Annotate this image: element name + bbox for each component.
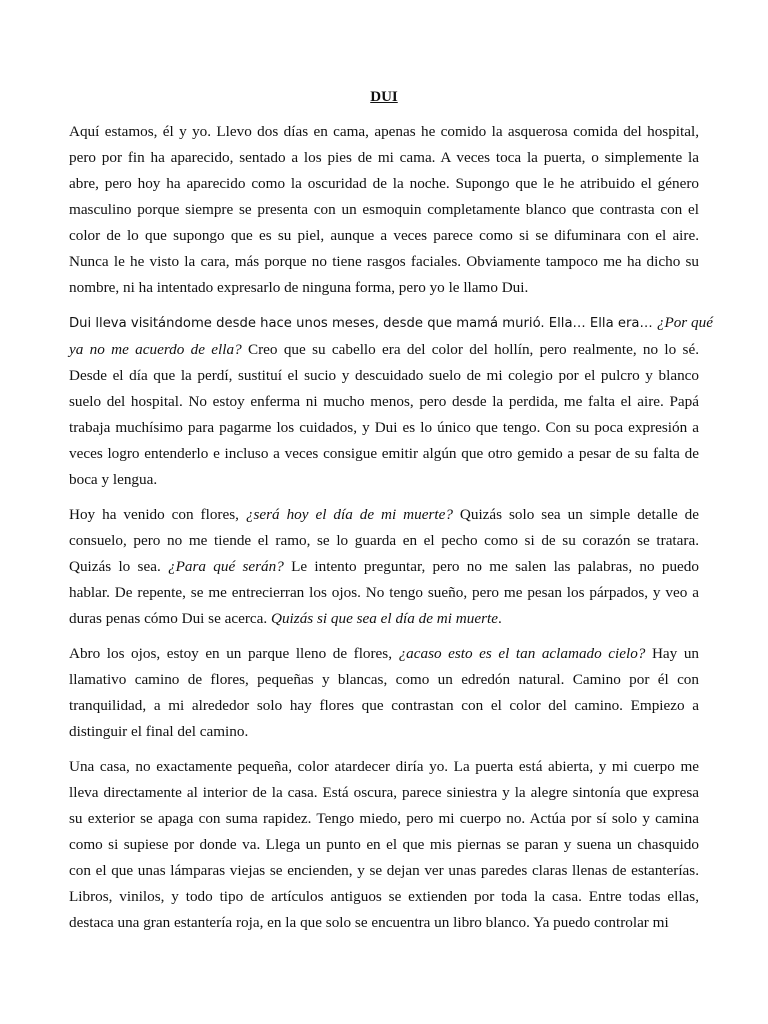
text-line (69, 580, 699, 606)
text-run: lleva directamente al interior de la casa. Está oscura, parece siniestra y la alegre sintonía que expresa (69, 784, 699, 801)
text-run: Le intento preguntar, pero no me salen las palabras, no puedo (283, 558, 699, 575)
text-run: Creo que su cabello era del color del hollín, pero realmente, no lo sé. (241, 341, 699, 358)
text-line (69, 780, 699, 806)
italic-text: ya no me acuerdo de ella? (69, 341, 242, 358)
paragraph (69, 502, 699, 632)
text-run: distinguir el final del camino. (69, 723, 249, 740)
text-line (69, 884, 699, 910)
text-run: Quizás lo sea. (69, 558, 169, 575)
text-line (69, 719, 699, 745)
text-line (69, 145, 699, 171)
text-run: boca y lengua. (69, 471, 158, 488)
paragraph (69, 119, 699, 301)
italic-text: ¿será hoy el día de mi muerte? (245, 506, 453, 523)
text-run: nombre, ni ha intentado expresarlo de ninguna forma, pero yo le llamo Dui. (69, 279, 529, 296)
text-line (69, 249, 699, 275)
text-line (69, 754, 699, 780)
text-line (69, 197, 699, 223)
text-line (69, 275, 699, 301)
text-line (69, 171, 699, 197)
text-line (69, 910, 699, 936)
text-line (69, 858, 699, 884)
text-line (69, 502, 699, 528)
text-run: como si supiese por donde va. Llega un punto en el que mis piernas se paran y suena un chasquido (69, 836, 699, 853)
text-run: llamativo camino de flores, pequeñas y blancas, como un edredón natural. Camino por él con (69, 671, 699, 688)
text-run: suelo del hospital. No estoy enferma ni mucho menos, pero desde la perdida, me falta el aire. Papá (69, 393, 699, 410)
text-line (69, 606, 699, 632)
text-line (69, 806, 699, 832)
text-line (69, 310, 713, 337)
text-line (69, 223, 699, 249)
text-run: veces logro entenderlo e incluso a veces consigue emitir algún que otro gemido a pesar de su falta de (69, 445, 699, 462)
text-line (69, 415, 699, 441)
text-run: con el que unas lámparas viejas se encienden, y se dejan ver unas paredes claras llenas de estanterías. (69, 862, 699, 879)
text-run: Quizás solo sea un simple detalle de (452, 506, 699, 523)
text-run: destaca una gran estantería roja, en la que solo se encuentra un libro blanco. Ya puedo controlar mi (69, 914, 669, 931)
document-body (69, 119, 713, 945)
text-line (69, 441, 699, 467)
text-run: Desde el día que la perdí, sustituí el sucio y descuidado suelo de mi colegio por el pulcro y blanco (69, 367, 699, 384)
text-line (69, 693, 699, 719)
text-run: . (497, 610, 502, 627)
paragraph (69, 754, 699, 936)
document-title: DUI (370, 89, 398, 105)
text-run: Dui lleva visitándome desde hace unos meses, desde que mamá murió. Ella… Ella era… (69, 316, 657, 331)
text-run: Hay un (645, 645, 700, 662)
text-run: Una casa, no exactamente pequeña, color atardecer diría yo. La puerta está abierta, y mi cuerpo me (69, 758, 699, 775)
text-run: su exterior se apaga con suma rapidez. Tengo miedo, pero mi cuerpo no. Actúa por sí solo y camina (69, 810, 699, 827)
text-run: Nunca le he visto la cara, más porque no tiene rasgos faciales. Obviamente tampoco me ha dicho su (69, 253, 699, 270)
text-line (69, 554, 699, 580)
text-line (69, 667, 699, 693)
text-line (69, 119, 699, 145)
italic-text: ¿Para qué serán? (168, 558, 284, 575)
text-run: Abro los ojos, estoy en un parque lleno de flores, (69, 645, 399, 662)
text-run: pero por fin ha aparecido, sentado a los pies de mi cama. A veces toca la puerta, o simplemente la (69, 149, 699, 166)
text-run: Libros, vinilos, y todo tipo de artículos antiguos se extienden por toda la casa. Entre todas ellas, (69, 888, 699, 905)
text-line (69, 528, 699, 554)
text-run: duras penas cómo Dui se acerca. (69, 610, 271, 627)
text-line (69, 467, 699, 493)
italic-text: Quizás si que sea el día de mi muerte (271, 610, 498, 627)
text-line (69, 337, 699, 363)
paragraph (69, 310, 713, 493)
text-line (69, 832, 699, 858)
text-run: masculino porque siempre se presenta con un esmoquin completamente blanco que contrasta con el (69, 201, 699, 218)
text-line (69, 389, 699, 415)
italic-text: ¿Por qué (656, 314, 713, 331)
text-run: consuelo, pero no me tiende el ramo, se lo guarda en el pecho como si de su corazón se tratara. (69, 532, 699, 549)
paragraph (69, 641, 699, 745)
text-run: Aquí estamos, él y yo. Llevo dos días en cama, apenas he comido la asquerosa comida del hospital, (69, 123, 699, 140)
text-run: tranquilidad, a mi alrededor solo hay flores que contrastan con el color del camino. Empiezo a (69, 697, 699, 714)
text-run: color de lo que supongo que es su piel, aunque a veces parece como si se difuminara con el aire. (69, 227, 699, 244)
text-run: hablar. De repente, se me entrecierran los ojos. No tengo sueño, pero me pesan los párpados, y veo a (69, 584, 699, 601)
text-run: trabaja muchísimo para pagarme los cuidados, y Dui es lo único que tengo. Con su poca expresión a (69, 419, 699, 436)
text-run: abre, pero hoy ha aparecido como la oscuridad de la noche. Supongo que le he atribuido el género (69, 175, 699, 192)
text-line (69, 641, 699, 667)
text-line (69, 363, 699, 389)
text-run: Hoy ha venido con flores, (69, 506, 246, 523)
italic-text: ¿acaso esto es el tan aclamado cielo? (398, 645, 646, 662)
